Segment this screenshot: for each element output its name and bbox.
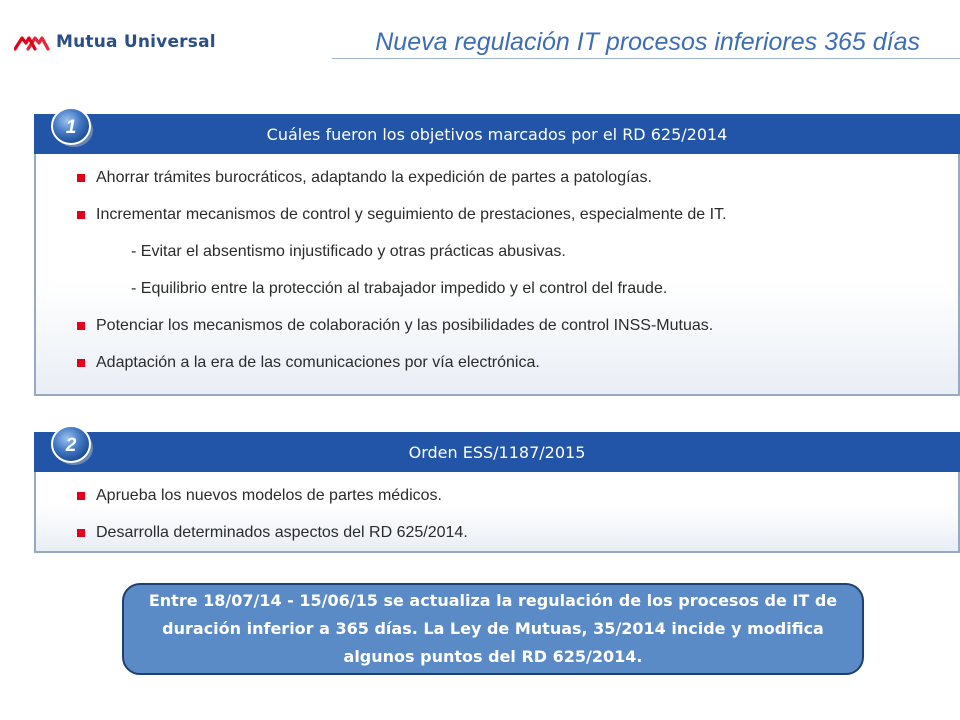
section-number-badge-2	[50, 422, 94, 466]
square-bullet-icon	[77, 359, 85, 367]
sub-list-item: - Evitar el absentismo injustificado y otras prácticas abusivas.	[131, 243, 566, 260]
order-panel-header	[34, 432, 960, 472]
section-number-badge-1	[50, 104, 94, 148]
summary-note	[122, 583, 864, 675]
order-list	[74, 486, 948, 560]
list-item: Ahorrar trámites burocráticos, adaptando la expedición de partes a patologías.	[74, 168, 948, 188]
square-bullet-icon	[77, 492, 85, 500]
square-bullet-icon	[77, 322, 85, 330]
svg-text:2: 2	[65, 435, 77, 456]
order-panel-title: Orden ESS/1187/2015	[408, 442, 586, 462]
objectives-panel	[34, 114, 960, 396]
objectives-list	[74, 168, 948, 390]
list-item: Potenciar los mecanismos de colaboración y las posibilidades de control INSS-Mutuas.	[74, 316, 948, 336]
svg-text:1: 1	[65, 117, 77, 138]
objectives-panel-header	[34, 114, 960, 154]
square-bullet-icon	[77, 529, 85, 537]
order-panel	[34, 432, 960, 553]
list-item: Adaptación a la era de las comunicaciones por vía electrónica.	[74, 353, 948, 373]
square-bullet-icon	[77, 211, 85, 219]
list-item: Incrementar mecanismos de control y seguimiento de prestaciones, especialmente de IT.	[74, 205, 948, 225]
double-chevron-logo-icon	[14, 32, 50, 52]
sub-list-item: - Equilibrio entre la protección al trabajador impedido y el control del fraude.	[131, 280, 668, 297]
slide-title: Nueva regulación IT procesos inferiores 365 días	[375, 28, 920, 56]
slide-header	[0, 0, 960, 62]
summary-note-text: Entre 18/07/14 - 15/06/15 se actualiza la regulación de los procesos de IT de duración inferior a 365 días. La Ley de Mutuas, 35/2014 incide y modifica algunos puntos del RD 625/2014.	[148, 591, 838, 666]
square-bullet-icon	[77, 174, 85, 182]
objectives-panel-title: Cuáles fueron los objetivos marcados por el RD 625/2014	[266, 124, 728, 144]
list-item: Aprueba los nuevos modelos de partes médicos.	[74, 486, 948, 506]
brand-name: Mutua Universal	[56, 32, 216, 52]
list-item: Desarrolla determinados aspectos del RD 625/2014.	[74, 523, 948, 543]
brand-logo	[14, 30, 216, 54]
header-divider	[332, 58, 960, 59]
